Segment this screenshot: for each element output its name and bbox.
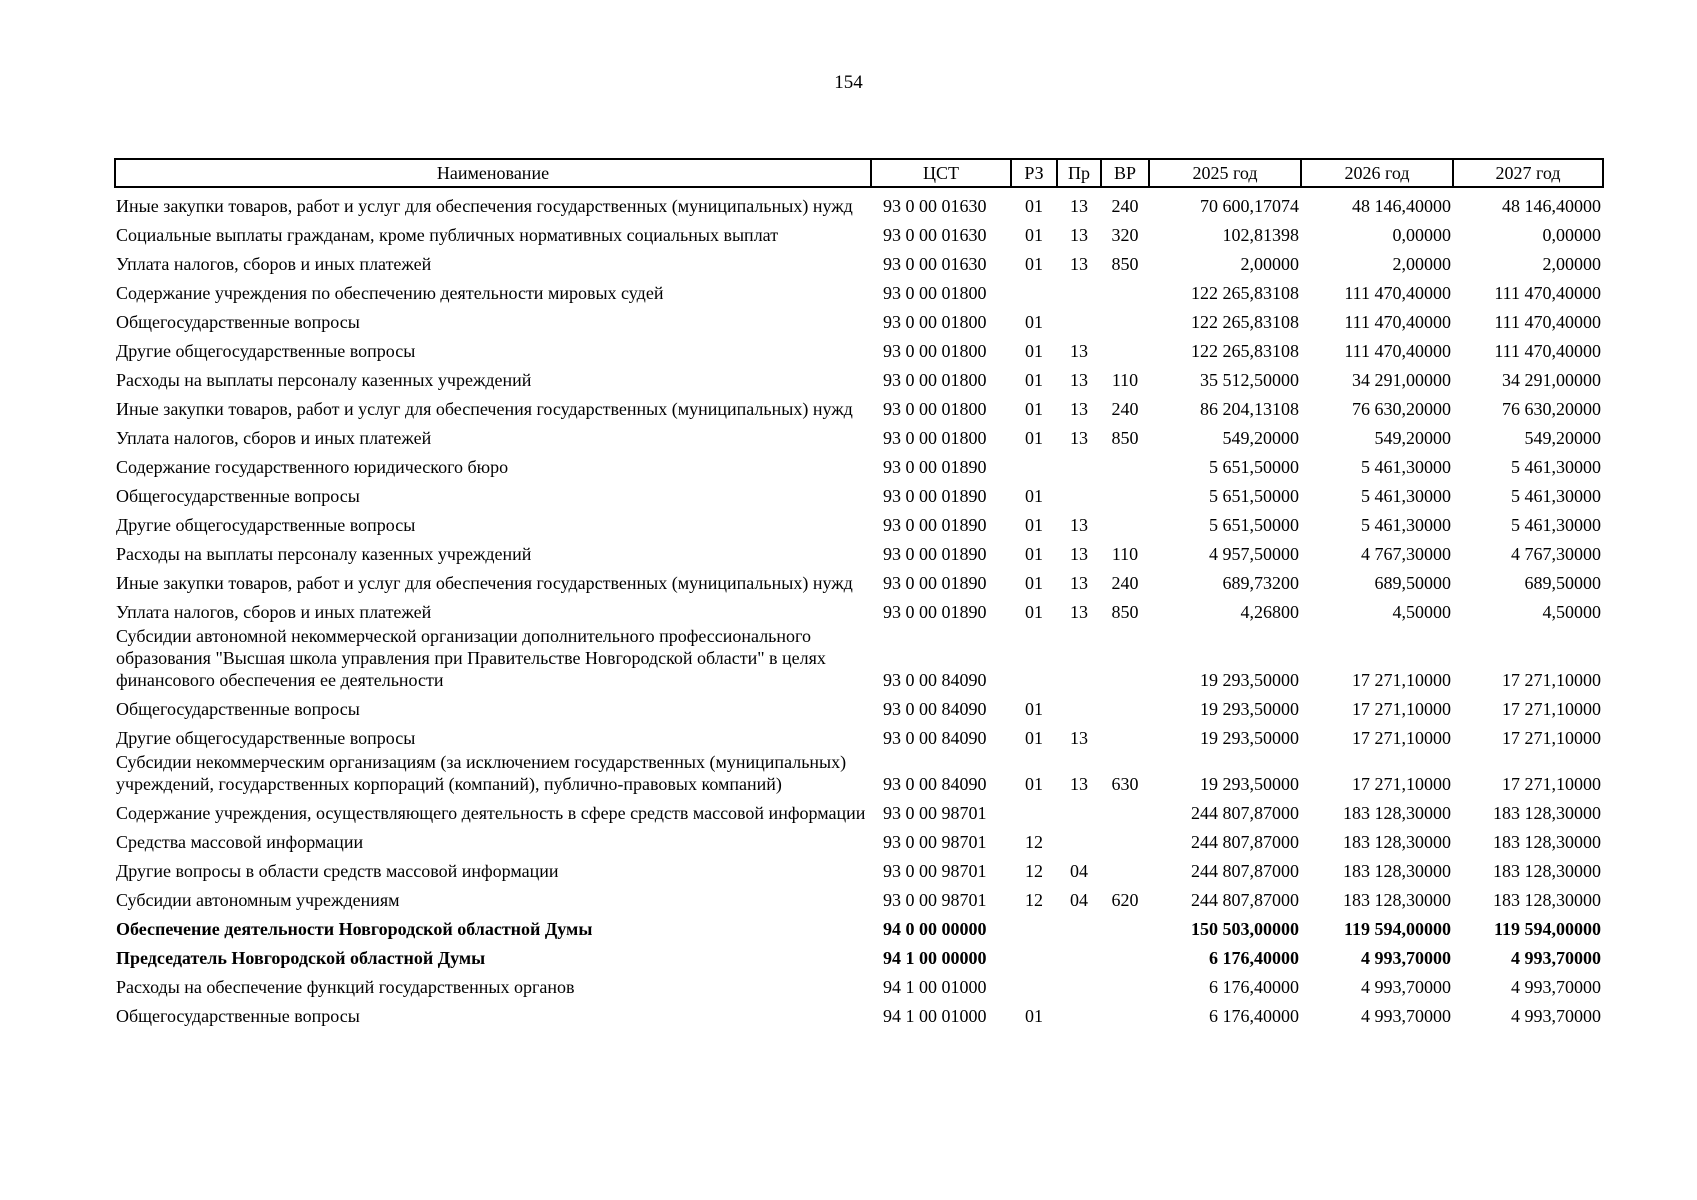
row-value-2027: 17 271,10000 [1502,670,1601,690]
row-vr: 850 [1111,428,1139,448]
row-name: Уплата налогов, сборов и иных платежей [116,602,432,622]
row-vr: 850 [1111,254,1139,274]
row-value-2026: 111 470,40000 [1344,312,1451,332]
row-value-2025: 6 176,40000 [1209,1006,1299,1026]
row-value-2027: 17 271,10000 [1502,774,1601,794]
table-row [115,969,1603,998]
row-rz: 01 [1025,254,1043,274]
row-vr: 320 [1111,225,1139,245]
row-value-2027: 2,00000 [1542,254,1601,274]
header-vr: ВР [1101,159,1149,187]
row-value-2027: 4 993,70000 [1511,948,1601,968]
row-vr [1101,275,1149,304]
row-value-2027: 4 993,70000 [1511,977,1601,997]
row-name: Другие общегосударственные вопросы [116,341,416,361]
row-cst: 93 0 00 01800 [883,370,987,390]
row-cst: 93 0 00 01890 [883,457,987,477]
table-row [115,691,1603,720]
row-name: Иные закупки товаров, работ и услуг для обеспечения государственных (муниципальных) нужд [116,573,853,593]
row-rz: 01 [1025,573,1043,593]
row-value-2026: 183 128,30000 [1343,832,1451,852]
row-pr [1057,911,1101,940]
header-rz: РЗ [1011,159,1057,187]
row-pr: 13 [1070,428,1088,448]
row-value-2026: 17 271,10000 [1352,699,1451,719]
row-name: Другие общегосударственные вопросы [116,515,416,535]
row-rz [1011,940,1057,969]
row-name: Общегосударственные вопросы [116,699,360,719]
row-value-2027: 5 461,30000 [1511,457,1601,477]
row-rz: 01 [1025,312,1043,332]
row-value-2025: 4,26800 [1240,602,1299,622]
row-vr [1101,824,1149,853]
row-name: Содержание государственного юридического бюро [116,457,509,477]
row-vr: 240 [1111,399,1139,419]
row-pr: 13 [1070,341,1088,361]
row-rz: 01 [1025,399,1043,419]
row-cst: 93 0 00 01630 [883,196,987,216]
table-row [115,940,1603,969]
row-pr: 13 [1070,370,1088,390]
row-cst: 93 0 00 01890 [883,573,987,593]
table-row [115,333,1603,362]
row-value-2026: 4,50000 [1392,602,1451,622]
row-rz: 01 [1025,602,1043,622]
row-cst: 93 0 00 01630 [883,225,987,245]
row-rz: 12 [1025,890,1043,910]
row-vr [1101,720,1149,749]
row-value-2027: 4,50000 [1542,602,1601,622]
row-pr: 04 [1070,890,1088,910]
budget-table [114,158,1604,1027]
row-rz: 01 [1025,196,1043,216]
row-value-2026: 17 271,10000 [1352,670,1451,690]
row-rz: 01 [1025,428,1043,448]
row-cst: 94 1 00 00000 [883,948,987,968]
row-rz: 01 [1025,774,1043,794]
row-pr: 13 [1070,544,1088,564]
table-row [115,478,1603,507]
table-row [115,911,1603,940]
table-row [115,362,1603,391]
row-vr [1101,507,1149,536]
row-pr: 13 [1070,602,1088,622]
row-name: Общегосударственные вопросы [116,1006,360,1026]
row-pr: 13 [1070,573,1088,593]
row-value-2025: 35 512,50000 [1200,370,1299,390]
row-value-2027: 119 594,00000 [1493,919,1601,939]
row-name: Субсидии некоммерческим организациям (за исключением государственных (муниципальных) учреждений, государственных корпораций (компаний), публично-правовых компаний) [116,752,847,794]
header-cst: ЦСТ [871,159,1011,187]
row-value-2026: 111 470,40000 [1344,341,1451,361]
row-value-2026: 183 128,30000 [1343,890,1451,910]
row-cst: 93 0 00 98701 [883,832,987,852]
row-rz: 01 [1025,486,1043,506]
row-pr [1057,940,1101,969]
row-value-2026: 4 993,70000 [1361,1006,1451,1026]
row-value-2025: 5 651,50000 [1209,515,1299,535]
row-value-2027: 0,00000 [1542,225,1601,245]
row-pr: 13 [1070,254,1088,274]
table-row [115,246,1603,275]
row-cst: 93 0 00 01890 [883,544,987,564]
row-value-2026: 4 993,70000 [1361,948,1451,968]
row-rz: 01 [1025,1006,1043,1026]
row-value-2025: 122 265,83108 [1191,283,1299,303]
row-cst: 93 0 00 01890 [883,602,987,622]
row-name: Председатель Новгородской областной Думы [116,948,486,968]
row-value-2026: 549,20000 [1374,428,1451,448]
row-value-2027: 183 128,30000 [1493,803,1601,823]
row-pr: 13 [1070,515,1088,535]
row-value-2027: 183 128,30000 [1493,890,1601,910]
row-value-2025: 244 807,87000 [1191,832,1299,852]
table-row [115,594,1603,623]
row-value-2026: 119 594,00000 [1343,919,1451,939]
table-row [115,795,1603,824]
row-value-2025: 19 293,50000 [1200,774,1299,794]
row-value-2025: 122 265,83108 [1191,312,1299,332]
table-row [115,304,1603,333]
row-value-2025: 86 204,13108 [1200,399,1299,419]
row-rz [1011,969,1057,998]
row-name: Общегосударственные вопросы [116,312,360,332]
table-row [115,507,1603,536]
header-2027: 2027 год [1453,159,1603,187]
row-vr: 850 [1111,602,1139,622]
row-value-2026: 689,50000 [1374,573,1451,593]
row-value-2027: 549,20000 [1524,428,1601,448]
row-value-2026: 48 146,40000 [1352,196,1451,216]
row-name: Содержание учреждения, осуществляющего деятельность в сфере средств массовой информации [116,803,866,823]
row-name: Субсидии автономным учреждениям [116,890,400,910]
row-value-2027: 111 470,40000 [1494,283,1601,303]
table-row [115,420,1603,449]
row-vr: 240 [1111,196,1139,216]
row-value-2025: 4 957,50000 [1209,544,1299,564]
row-vr: 630 [1111,774,1139,794]
row-cst: 93 0 00 01630 [883,254,987,274]
row-cst: 93 0 00 01800 [883,283,987,303]
row-value-2026: 5 461,30000 [1361,486,1451,506]
row-cst: 93 0 00 01890 [883,515,987,535]
row-pr: 13 [1070,399,1088,419]
row-cst: 93 0 00 98701 [883,803,987,823]
table-body [115,187,1603,1027]
row-pr [1057,478,1101,507]
row-pr: 13 [1070,225,1088,245]
header-name: Наименование [115,159,871,187]
row-rz: 12 [1025,832,1043,852]
row-value-2025: 2,00000 [1240,254,1299,274]
row-rz: 01 [1025,225,1043,245]
row-value-2026: 0,00000 [1392,225,1451,245]
row-value-2026: 2,00000 [1392,254,1451,274]
row-name: Иные закупки товаров, работ и услуг для обеспечения государственных (муниципальных) нужд [116,399,853,419]
row-pr [1057,691,1101,720]
row-value-2026: 5 461,30000 [1361,515,1451,535]
row-value-2025: 5 651,50000 [1209,457,1299,477]
row-name: Субсидии автономной некоммерческой организации дополнительного профессионального образования "Высшая школа управления при Правительстве Новгородской области" в целях финансового обеспечения ее деятельности [116,626,826,690]
table-row [115,853,1603,882]
table-row [115,187,1603,217]
row-value-2026: 4 993,70000 [1361,977,1451,997]
row-value-2026: 17 271,10000 [1352,774,1451,794]
row-cst: 93 0 00 01890 [883,486,987,506]
page-number: 154 [834,72,863,93]
row-pr [1057,824,1101,853]
row-vr [1101,304,1149,333]
row-value-2027: 111 470,40000 [1494,312,1601,332]
row-value-2026: 183 128,30000 [1343,803,1451,823]
row-value-2025: 689,73200 [1222,573,1299,593]
row-value-2027: 5 461,30000 [1511,515,1601,535]
row-value-2026: 4 767,30000 [1361,544,1451,564]
row-vr [1101,691,1149,720]
header-pr: Пр [1057,159,1101,187]
row-rz [1011,275,1057,304]
row-pr [1057,449,1101,478]
row-vr: 240 [1111,573,1139,593]
row-pr [1057,304,1101,333]
row-cst: 93 0 00 01800 [883,399,987,419]
header-2026: 2026 год [1301,159,1453,187]
row-vr [1101,333,1149,362]
table-row [115,824,1603,853]
table-row [115,749,1603,795]
table-row [115,217,1603,246]
row-value-2025: 19 293,50000 [1200,670,1299,690]
table-row [115,998,1603,1027]
row-vr: 110 [1111,370,1139,390]
row-cst: 93 0 00 84090 [883,699,987,719]
row-rz [1011,623,1057,691]
row-rz: 01 [1025,699,1043,719]
row-name: Уплата налогов, сборов и иных платежей [116,254,432,274]
row-value-2026: 183 128,30000 [1343,861,1451,881]
row-value-2025: 244 807,87000 [1191,803,1299,823]
row-vr [1101,853,1149,882]
row-cst: 94 0 00 00000 [883,919,987,939]
row-name: Расходы на выплаты персоналу казенных учреждений [116,544,532,564]
row-value-2027: 5 461,30000 [1511,486,1601,506]
row-cst: 93 0 00 01800 [883,341,987,361]
row-vr: 620 [1111,890,1139,910]
row-cst: 93 0 00 84090 [883,728,987,748]
row-value-2026: 111 470,40000 [1344,283,1451,303]
row-value-2025: 19 293,50000 [1200,728,1299,748]
row-value-2027: 183 128,30000 [1493,832,1601,852]
table-row [115,565,1603,594]
row-cst: 93 0 00 98701 [883,861,987,881]
row-value-2026: 17 271,10000 [1352,728,1451,748]
row-value-2025: 244 807,87000 [1191,890,1299,910]
row-value-2027: 4 993,70000 [1511,1006,1601,1026]
row-value-2027: 76 630,20000 [1502,399,1601,419]
row-vr [1101,940,1149,969]
row-name: Другие общегосударственные вопросы [116,728,416,748]
row-cst: 93 0 00 01800 [883,428,987,448]
table-row [115,275,1603,304]
row-vr [1101,969,1149,998]
row-name: Иные закупки товаров, работ и услуг для обеспечения государственных (муниципальных) нужд [116,196,853,216]
row-value-2026: 5 461,30000 [1361,457,1451,477]
row-value-2027: 34 291,00000 [1502,370,1601,390]
row-rz: 12 [1025,861,1043,881]
row-pr: 13 [1070,196,1088,216]
row-pr [1057,623,1101,691]
row-value-2027: 17 271,10000 [1502,728,1601,748]
row-vr [1101,911,1149,940]
row-pr [1057,275,1101,304]
table-row [115,449,1603,478]
row-value-2025: 102,81398 [1222,225,1299,245]
row-cst: 93 0 00 98701 [883,890,987,910]
row-value-2027: 111 470,40000 [1494,341,1601,361]
row-value-2025: 5 651,50000 [1209,486,1299,506]
row-value-2027: 4 767,30000 [1511,544,1601,564]
table-row [115,623,1603,691]
row-cst: 94 1 00 01000 [883,977,987,997]
row-value-2027: 183 128,30000 [1493,861,1601,881]
row-value-2025: 549,20000 [1222,428,1299,448]
row-pr [1057,795,1101,824]
row-cst: 93 0 00 01800 [883,312,987,332]
row-value-2026: 34 291,00000 [1352,370,1451,390]
row-vr [1101,623,1149,691]
row-value-2025: 150 503,00000 [1191,919,1299,939]
table-row [115,720,1603,749]
table-header-row [115,159,1603,187]
row-value-2026: 76 630,20000 [1352,399,1451,419]
row-value-2027: 48 146,40000 [1502,196,1601,216]
header-2025: 2025 год [1149,159,1301,187]
row-pr [1057,998,1101,1027]
row-rz [1011,795,1057,824]
row-pr: 04 [1070,861,1088,881]
row-vr [1101,998,1149,1027]
row-rz: 01 [1025,728,1043,748]
row-name: Средства массовой информации [116,832,364,852]
row-rz: 01 [1025,341,1043,361]
row-pr [1057,969,1101,998]
row-value-2025: 70 600,17074 [1200,196,1299,216]
row-name: Уплата налогов, сборов и иных платежей [116,428,432,448]
row-rz: 01 [1025,515,1043,535]
row-rz: 01 [1025,544,1043,564]
table-row [115,391,1603,420]
row-cst: 94 1 00 01000 [883,1006,987,1026]
row-value-2025: 122 265,83108 [1191,341,1299,361]
row-name: Содержание учреждения по обеспечению деятельности мировых судей [116,283,664,303]
row-name: Общегосударственные вопросы [116,486,360,506]
row-name: Расходы на выплаты персоналу казенных учреждений [116,370,532,390]
row-value-2025: 19 293,50000 [1200,699,1299,719]
row-rz [1011,911,1057,940]
row-value-2025: 6 176,40000 [1209,977,1299,997]
row-name: Другие вопросы в области средств массовой информации [116,861,559,881]
row-rz: 01 [1025,370,1043,390]
row-name: Расходы на обеспечение функций государственных органов [116,977,575,997]
table-row [115,536,1603,565]
row-rz [1011,449,1057,478]
row-value-2025: 244 807,87000 [1191,861,1299,881]
row-value-2025: 6 176,40000 [1209,948,1299,968]
row-value-2027: 689,50000 [1524,573,1601,593]
row-name: Обеспечение деятельности Новгородской областной Думы [116,919,593,939]
row-vr [1101,795,1149,824]
row-vr: 110 [1111,544,1139,564]
table-row [115,882,1603,911]
row-pr: 13 [1070,728,1088,748]
row-cst: 93 0 00 84090 [883,774,987,794]
row-cst: 93 0 00 84090 [883,670,987,690]
row-vr [1101,478,1149,507]
row-pr: 13 [1070,774,1088,794]
row-vr [1101,449,1149,478]
row-name: Социальные выплаты гражданам, кроме публичных нормативных социальных выплат [116,225,779,245]
row-value-2027: 17 271,10000 [1502,699,1601,719]
